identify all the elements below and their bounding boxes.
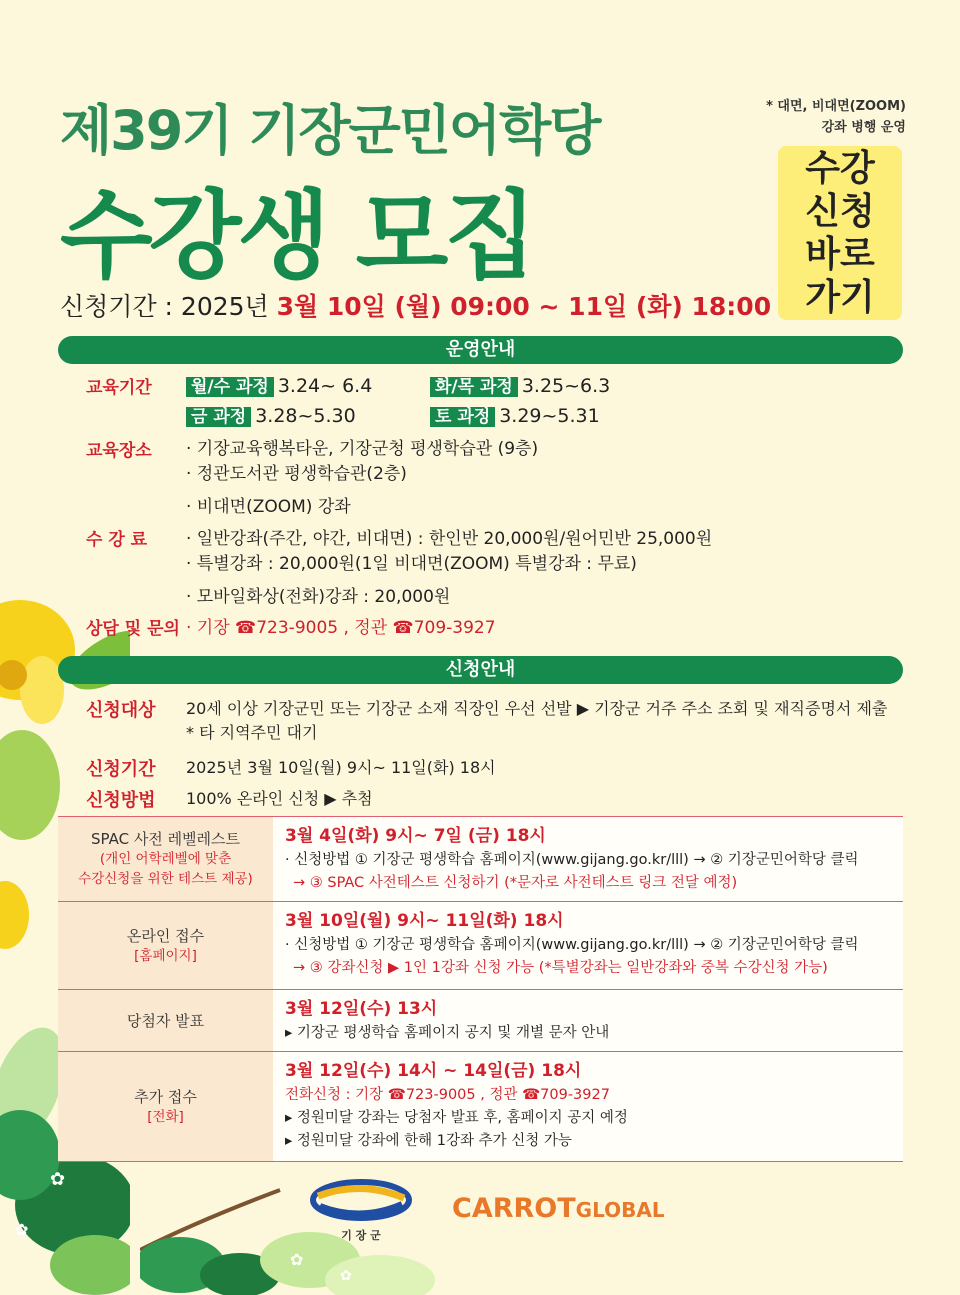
apply-method-label: 신청방법 [86,790,156,811]
row-head-title: 당첨자 발표 [126,1011,205,1030]
row-head [58,902,273,990]
note-line1: * 대면, 비대면(ZOOM) [766,99,906,114]
apply-method-text: 100% 온라인 신청 ▶ 추첨 [186,789,373,808]
carrot-logo-main: CARROT [452,1193,576,1224]
note-line2: 강좌 병행 운영 [821,120,906,135]
course-tue-thu [430,372,610,397]
row-content [273,817,903,902]
gijang-logo-text: 기 장 군 [341,1229,381,1242]
place-item: · 비대면(ZOOM) 강좌 [186,497,351,517]
carrot-global-logo [452,1193,665,1224]
section-bar-application: 신청안내 [58,656,903,684]
place-item: · 기장교육행복타운, 기장군청 평생학습관 (9층) [186,439,539,459]
row-line: · 신청방법 ① 기장군 평생학습 홈페이지(www.gijang.go.kr/lll) → ② 기장군민어학당 클릭 [285,937,859,953]
table-row [58,902,903,990]
table-row [58,817,903,902]
svg-text:✿: ✿ [15,1220,29,1239]
fee-item: · 일반강좌(주간, 야간, 비대면) : 한인반 20,000원/원어민반 25,000원 [186,529,713,549]
contact-label: 상담 및 문의 [86,619,180,639]
row-line: ▸ 정원미달 강좌는 당첨자 발표 후, 홈페이지 공지 예정 [285,1110,628,1126]
gijang-emblem-icon [306,1178,416,1223]
row-line: ▸ 정원미달 강좌에 한해 1강좌 추가 신청 가능 [285,1133,572,1149]
target-text: 20세 이상 기장군민 또는 기장군 소재 직장인 우선 선발 ▶ 기장군 거주 주소 조회 및 재직증명서 제출 [186,699,888,718]
contact-phones: · 기장 ☎723-9005 , 정관 ☎709-3927 [186,618,496,638]
row-head-sub: [전화] [147,1108,184,1125]
row-content [273,1052,903,1162]
row-head-sub: 수강신청을 위한 테스트 제공) [78,871,253,887]
row-content [273,902,903,990]
course-mon-wed [186,372,372,397]
row-line: → ③ 강좌신청 ▶ 1인 1강좌 신청 가능 (*특별강좌는 일반강좌와 중복 수강신청 가능) [293,960,828,976]
gijang-logo [306,1178,416,1248]
row-line: · 신청방법 ① 기장군 평생학습 홈페이지(www.gijang.go.kr/lll) → ② 기장군민어학당 클릭 [285,852,859,868]
place-item: · 정관도서관 평생학습관(2층) [186,464,407,484]
row-head [58,990,273,1052]
row-head-sub: [홈페이지] [134,947,197,964]
row-date: 3월 10일(월) 9시~ 11일(화) 18시 [285,911,564,931]
row-head-sub: (개인 어학레벨에 맞춘 [99,851,232,867]
page-title-line1: 제39기 기장군민어학당 [60,99,600,162]
course-sat [430,402,600,427]
row-head-title: SPAC 사전 레벨레스트 [90,830,241,848]
edu-period-label: 교육기간 [86,378,152,398]
application-period [60,287,771,323]
svg-text:✿: ✿ [340,1268,352,1284]
row-line: → ③ SPAC 사전테스트 신청하기 (*문자로 사전테스트 링크 전달 예정) [293,875,738,891]
apply-period-text: 2025년 3월 10일(월) 9시~ 11일(화) 18시 [186,758,496,777]
target-note: * 타 지역주민 대기 [186,723,318,742]
course-badge: 월/수 과정 [186,377,274,397]
table-row [58,1052,903,1162]
schedule-table [58,816,903,1162]
course-date: 3.24~ 6.4 [277,375,373,397]
row-date: 3월 4일(화) 9시~ 7일 (금) 18시 [285,826,546,846]
carrot-logo-sub: GLOBAL [575,1198,665,1222]
apply-now-button[interactable]: 수강 신청 바로 가기 [778,146,902,320]
row-date: 3월 12일(수) 14시 ~ 14일(금) 18시 [285,1061,582,1081]
row-head [58,817,273,902]
period-label: 신청기간 : 2025년 [60,292,277,321]
course-date: 3.25~6.3 [521,375,611,397]
page-title-line2: 수강생 모집 [60,180,534,292]
apply-period-label: 신청기간 [86,759,156,780]
period-value: 3월 10일 (월) 09:00 ~ 11일 (화) 18:00 [276,292,772,321]
row-head-title: 온라인 접수 [126,926,205,945]
svg-text:✿: ✿ [290,1250,304,1269]
course-fri [186,402,356,427]
fee-label: 수 강 료 [86,530,148,550]
course-badge: 토 과정 [430,407,495,427]
row-phone: 전화신청 : 기장 ☎723-9005 , 정관 ☎709-3927 [285,1087,610,1103]
course-date: 3.29~5.31 [499,405,600,427]
fee-item: · 특별강좌 : 20,000원(1일 비대면(ZOOM) 특별강좌 : 무료) [186,554,637,574]
course-badge: 금 과정 [186,407,251,427]
course-badge: 화/목 과정 [430,377,518,397]
row-date: 3월 12일(수) 13시 [285,999,438,1019]
course-date: 3.28~5.30 [255,405,356,427]
section-bar-operation: 운영안내 [58,336,903,364]
row-head-title: 추가 접수 [134,1087,197,1106]
target-label: 신청대상 [86,700,156,721]
row-head [58,1052,273,1162]
row-line: ▸ 기장군 평생학습 홈페이지 공지 및 개별 문자 안내 [285,1025,610,1041]
row-content [273,990,903,1052]
fee-item: · 모바일화상(전화)강좌 : 20,000원 [186,587,451,607]
mode-note [766,96,906,138]
table-row [58,990,903,1052]
edu-place-label: 교육장소 [86,441,152,461]
svg-text:✿: ✿ [50,1169,66,1190]
